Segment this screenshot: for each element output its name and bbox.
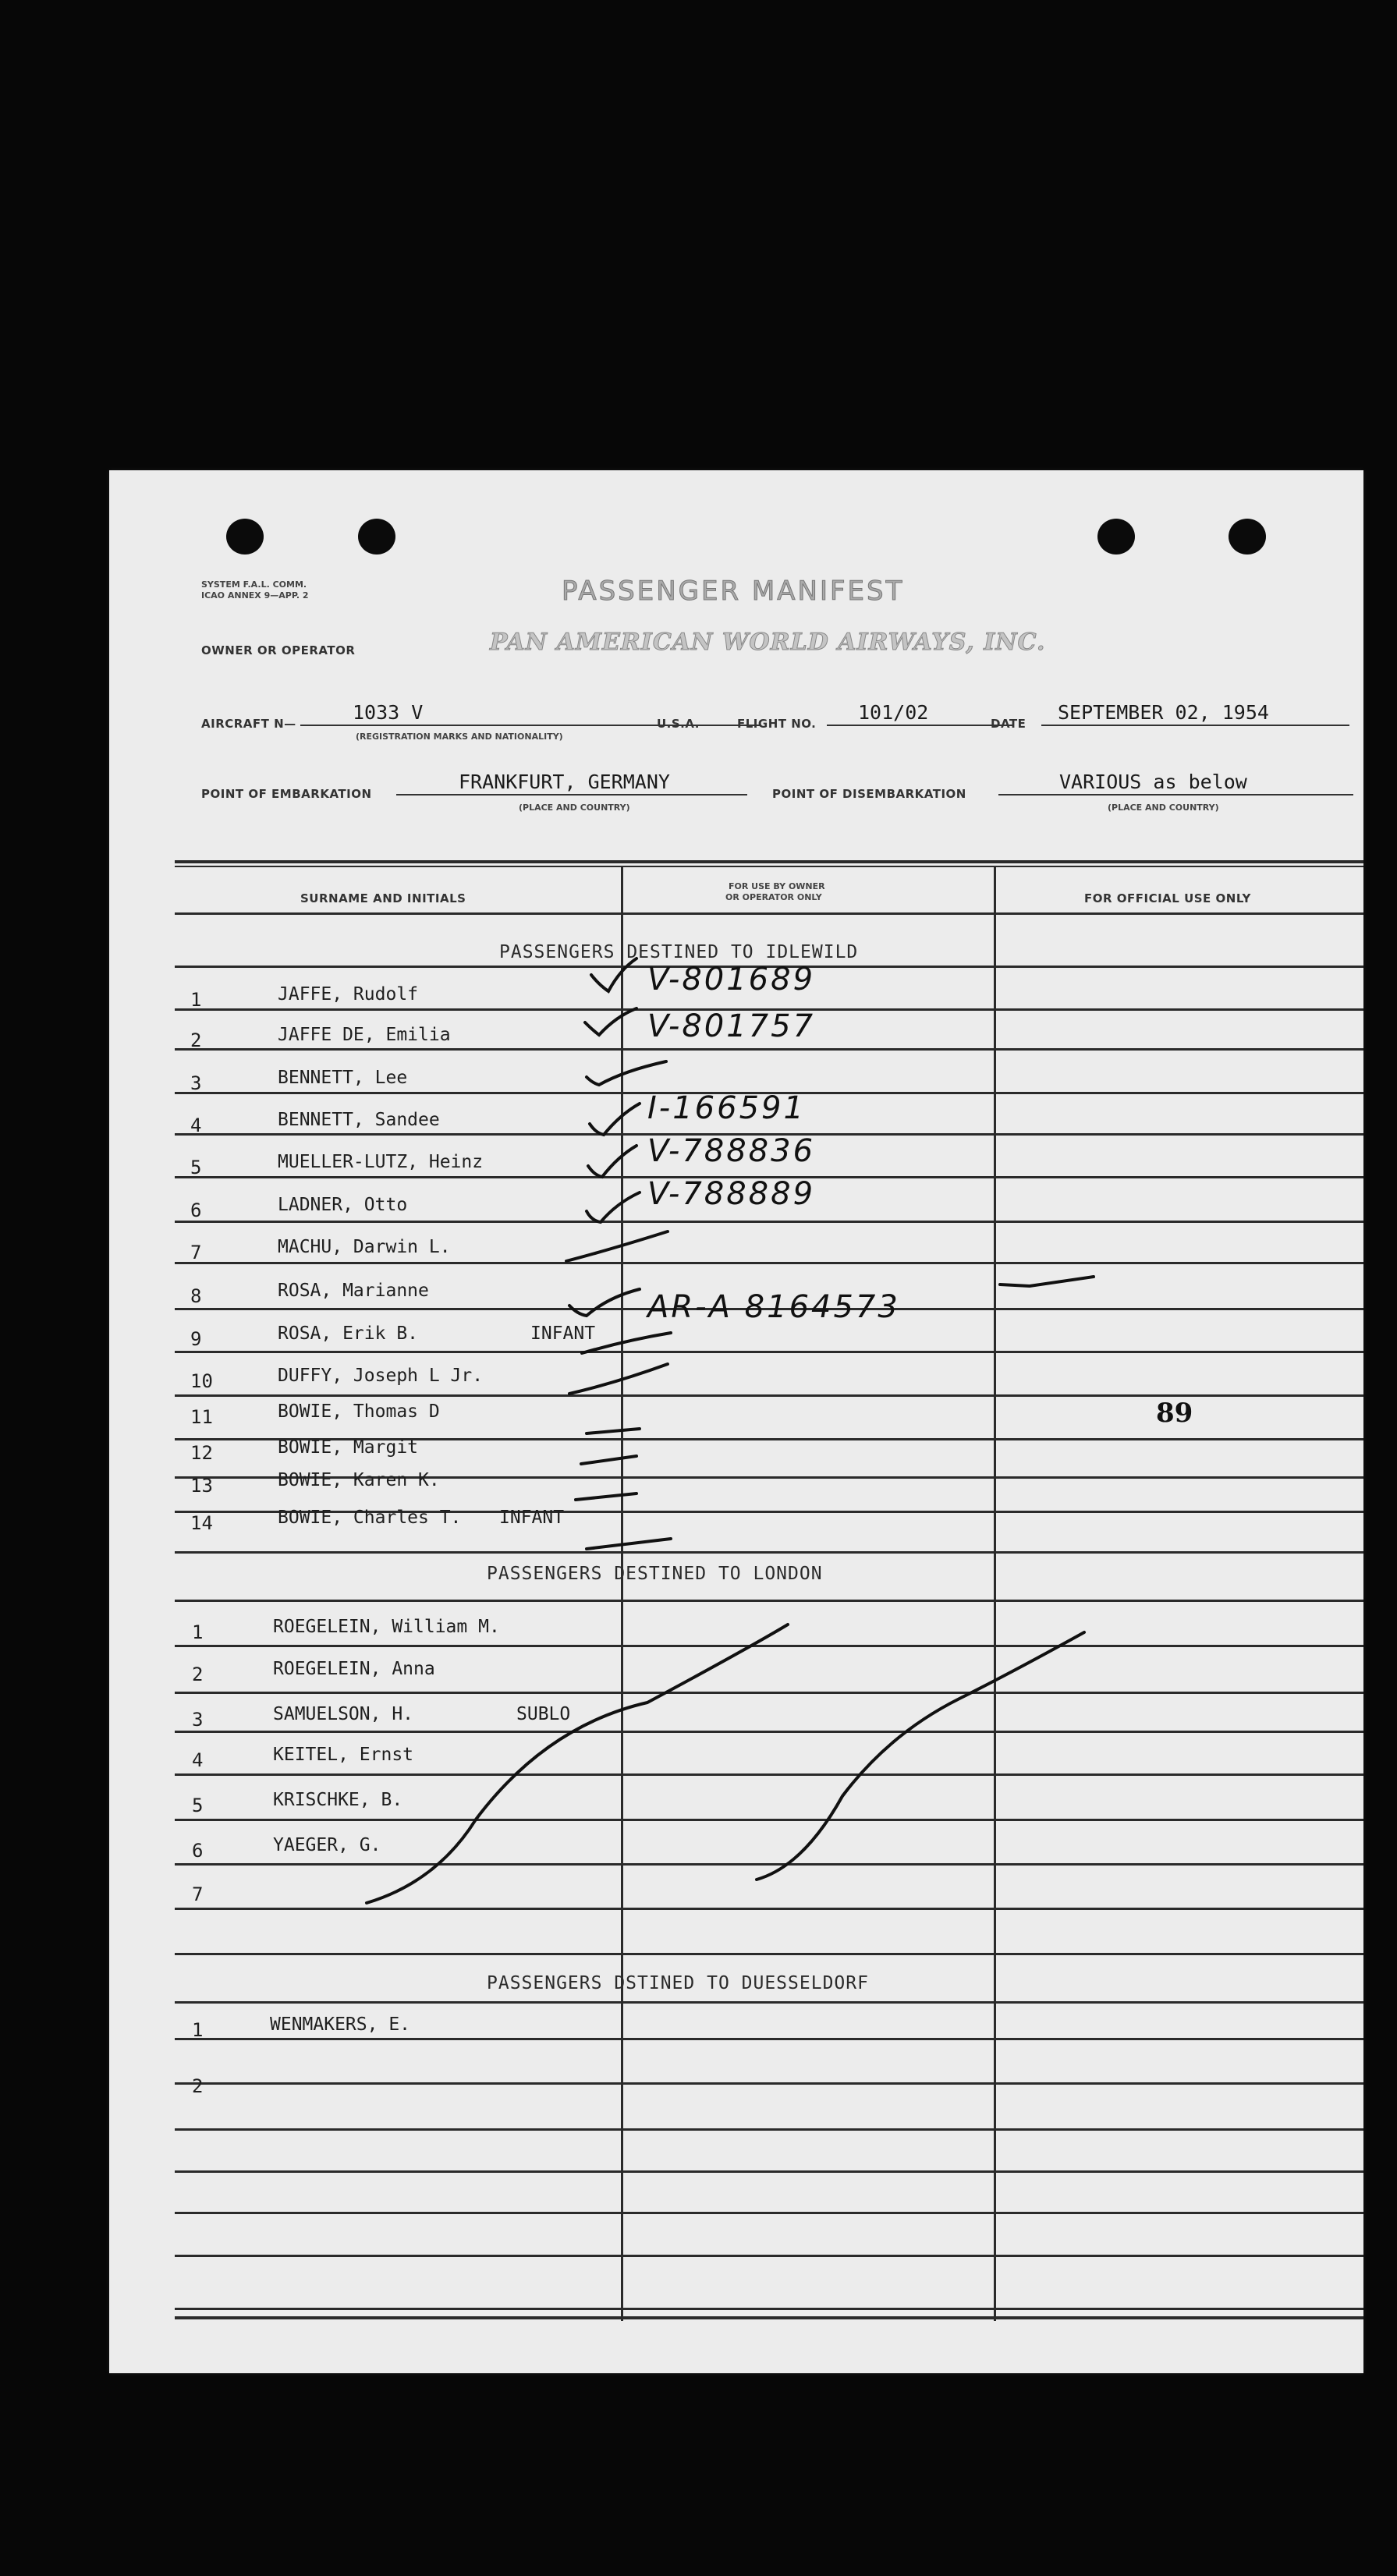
passenger-name: ROSA, Erik B.	[278, 1323, 419, 1344]
dash-mark	[569, 1364, 668, 1394]
row-number: 5	[190, 1157, 202, 1178]
check-mark	[590, 1104, 640, 1135]
passenger-name: JAFFE DE, Emilia	[278, 1025, 451, 1045]
row-number: 14	[190, 1512, 213, 1534]
dash-mark	[576, 1494, 636, 1500]
cancel-stroke	[757, 1632, 1084, 1880]
aircraft-value: 1033 V	[353, 701, 424, 724]
passenger-name: SAMUELSON, H.	[273, 1704, 414, 1724]
passenger-name: JAFFE, Rudolf	[278, 984, 419, 1005]
dash-mark	[587, 1539, 671, 1549]
section-london-heading: PASSENGERS DESTINED TO LONDON	[487, 1564, 823, 1584]
passenger-note: INFANT	[499, 1508, 565, 1528]
dash-mark	[581, 1456, 636, 1464]
passenger-name: ROSA, Marianne	[278, 1281, 429, 1301]
embarkation-label: POINT OF EMBARKATION	[201, 787, 372, 801]
column-header-owner-use: OR OPERATOR ONLY	[725, 892, 822, 902]
row-number: 7	[192, 1883, 204, 1905]
check-mark	[588, 1146, 636, 1177]
row-number: 4	[192, 1749, 204, 1771]
row-number: 5	[192, 1795, 204, 1816]
row-number: 6	[192, 1840, 204, 1862]
passenger-name: ROEGELEIN, William M.	[273, 1617, 500, 1637]
document-number-entry: V-788889	[647, 1176, 816, 1212]
row-number: 2	[192, 1664, 204, 1685]
row-number: 12	[190, 1442, 213, 1464]
system-note: SYSTEM F.A.L. COMM.	[201, 579, 307, 590]
row-number: 7	[190, 1242, 202, 1263]
row-number: 10	[190, 1370, 213, 1392]
dash-mark	[1000, 1277, 1094, 1286]
embarkation-sub-label: (PLACE AND COUNTRY)	[519, 803, 630, 813]
aircraft-label: AIRCRAFT N—	[201, 717, 296, 731]
section-duesseldorf-heading: PASSENGERS DSTINED TO DUESSELDORF	[487, 1973, 869, 1993]
row-number: 1	[190, 989, 202, 1011]
flight-value: 101/02	[858, 701, 929, 724]
passenger-name: ROEGELEIN, Anna	[273, 1659, 435, 1679]
row-number: 3	[192, 1709, 204, 1731]
passenger-name: BOWIE, Karen K.	[278, 1470, 440, 1490]
row-number: 4	[190, 1114, 202, 1136]
passenger-name: DUFFY, Joseph L Jr.	[278, 1366, 484, 1386]
column-header-official: FOR OFFICIAL USE ONLY	[1084, 891, 1251, 905]
flight-label: FLIGHT NO.	[737, 717, 817, 731]
passenger-name: MUELLER-LUTZ, Heinz	[278, 1152, 484, 1172]
row-number: 2	[192, 2075, 204, 2097]
passenger-name: BOWIE, Margit	[278, 1437, 419, 1458]
document-number-entry: AR-A 8164573	[647, 1289, 900, 1325]
official-number: 89	[1156, 1398, 1193, 1429]
row-number: 8	[190, 1285, 202, 1307]
date-label: DATE	[991, 717, 1026, 731]
passenger-note: INFANT	[530, 1323, 596, 1344]
row-number: 1	[192, 1621, 204, 1643]
dash-mark	[566, 1231, 668, 1261]
document-number-entry: V-801689	[647, 962, 816, 997]
passenger-name: LADNER, Otto	[278, 1195, 408, 1215]
check-mark	[569, 1289, 640, 1316]
passenger-name: KRISCHKE, B.	[273, 1790, 403, 1810]
disembarkation-label: POINT OF DISEMBARKATION	[772, 787, 966, 801]
passenger-name: MACHU, Darwin L.	[278, 1237, 451, 1257]
passenger-name: YAEGER, G.	[273, 1835, 381, 1855]
section-idlewild-heading: PASSENGERS DESTINED TO IDLEWILD	[499, 942, 859, 962]
passenger-name: BOWIE, Charles T.	[278, 1508, 462, 1528]
row-number: 9	[190, 1328, 202, 1350]
manifest-sheet	[109, 470, 1363, 2373]
disembarkation-sub-label: (PLACE AND COUNTRY)	[1108, 803, 1219, 813]
dash-mark	[587, 1429, 640, 1433]
passenger-name: BENNETT, Lee	[278, 1068, 408, 1088]
check-mark	[587, 1061, 666, 1085]
row-number: 6	[190, 1199, 202, 1221]
column-header-owner-use: FOR USE BY OWNER	[729, 881, 825, 891]
passenger-name: BENNETT, Sandee	[278, 1110, 440, 1130]
row-number: 2	[190, 1029, 202, 1051]
cancel-stroke	[367, 1625, 788, 1903]
row-number: 3	[190, 1072, 202, 1094]
icao-note: ICAO ANNEX 9—APP. 2	[201, 590, 309, 601]
check-mark	[587, 1192, 640, 1222]
check-mark	[585, 1008, 636, 1035]
row-number: 1	[192, 2019, 204, 2041]
passenger-name: BOWIE, Thomas D	[278, 1401, 440, 1422]
passenger-name: WENMAKERS, E.	[270, 2014, 411, 2035]
embarkation-value: FRANKFURT, GERMANY	[459, 771, 670, 793]
page-title: PASSENGER MANIFEST	[562, 576, 905, 607]
passenger-note: SUBLO	[516, 1704, 571, 1724]
document-number-entry: I-166591	[647, 1090, 806, 1126]
document-number-entry: V-788836	[647, 1133, 816, 1169]
owner-label: OWNER OR OPERATOR	[201, 643, 356, 657]
passenger-name: KEITEL, Ernst	[273, 1745, 414, 1765]
date-value: SEPTEMBER 02, 1954	[1058, 701, 1269, 724]
aircraft-sub-label: (REGISTRATION MARKS AND NATIONALITY)	[356, 732, 563, 742]
check-mark	[591, 958, 636, 991]
document-number-entry: V-801757	[647, 1008, 816, 1044]
disembarkation-value: VARIOUS as below	[1059, 771, 1247, 793]
nationality-label: U.S.A.	[657, 717, 700, 731]
operator-name: PAN AMERICAN WORLD AIRWAYS, INC.	[490, 629, 1046, 656]
column-header-surname: SURNAME AND INITIALS	[300, 891, 466, 905]
dash-mark	[582, 1333, 671, 1353]
row-number: 13	[190, 1475, 213, 1497]
row-number: 11	[190, 1406, 213, 1428]
handwritten-marks	[109, 470, 1363, 2373]
